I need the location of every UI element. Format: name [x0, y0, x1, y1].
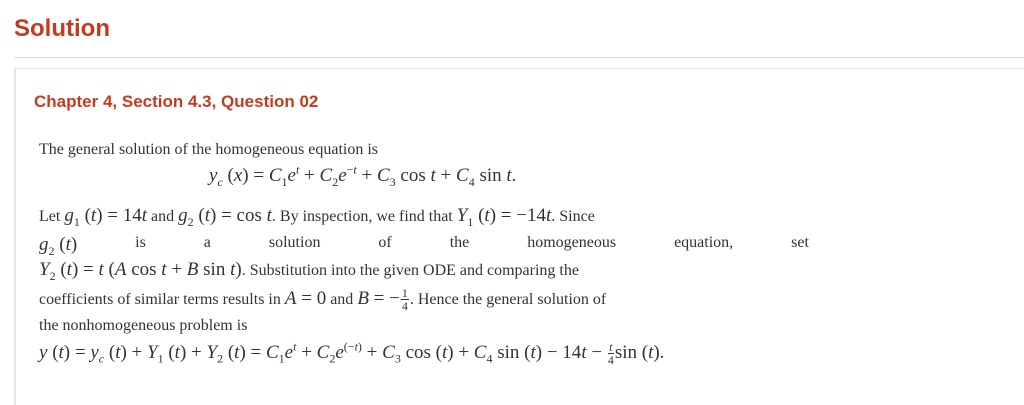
math-g2: $g_2$ (t) = cos t — [178, 205, 272, 229]
text-substitution: . Substitution into the given ODE and comparing the — [241, 262, 579, 279]
fraction-one-quarter: $\frac{1}{4}$ — [401, 286, 408, 313]
text-since: . Since — [551, 208, 595, 225]
text-and-2: and — [330, 290, 354, 308]
text-let: Let — [39, 208, 61, 225]
math-g2-ref: $g_2$ (t) — [39, 234, 78, 258]
word: solution — [268, 234, 321, 251]
chapter-title: Chapter 4, Section 4.3, Question 02 — [34, 92, 319, 111]
homogeneous-solution-equation: $y_c$ $(x) = C_1e^t + C_2e^{-t} + C_3$ $\cos t + C_4$ sin t. — [209, 162, 517, 189]
text-line-substitution — [39, 259, 579, 281]
text-by-inspection: . By inspection, we find that — [271, 208, 453, 225]
header-divider — [14, 57, 1024, 58]
text-coefficients: coefficients of similar terms results in — [39, 290, 281, 308]
word: the — [449, 234, 470, 251]
word: equation, — [674, 234, 734, 251]
text-line-coefficients — [39, 287, 606, 312]
word: of — [378, 234, 392, 251]
text-hence: . Hence the general solution of — [409, 290, 607, 308]
math-a-zero: A = 0 — [284, 287, 327, 309]
fraction-t-over-4: $\frac{t}{4}$ — [607, 340, 614, 367]
solution-heading: Solution — [14, 15, 110, 42]
math-y2: $Y_2$ (t) = t (A cos t + B sin t) — [39, 259, 242, 283]
word: set — [791, 234, 809, 251]
word: homogeneous — [527, 234, 617, 251]
word: a — [203, 234, 211, 251]
general-solution-equation: y $(t) = y_c$ $(t) + Y_1$ $(t) + Y_2$ $(t) = C_1e^t + C_2e^{(-t)} + C_3$ $\cos (t) + C_4$ sin (t) − 14t − $\frac{t}{4}$ sin (t). — [39, 339, 665, 367]
text-line-let — [39, 205, 595, 227]
text-line-justified — [39, 234, 809, 256]
word: is — [135, 234, 146, 251]
solution-card — [14, 68, 1024, 405]
math-b-value: B = − $\frac{1}{4}$ — [357, 286, 408, 313]
text-line-nonhomogeneous: the nonhomogeneous problem is — [39, 317, 248, 334]
math-y1: $Y_1$ (t) = −14t — [456, 205, 552, 229]
text-and: and — [151, 208, 175, 225]
math-g1: $g_1$ (t) = 14t — [64, 205, 148, 229]
intro-sentence: The general solution of the homogeneous equation is — [39, 141, 379, 158]
